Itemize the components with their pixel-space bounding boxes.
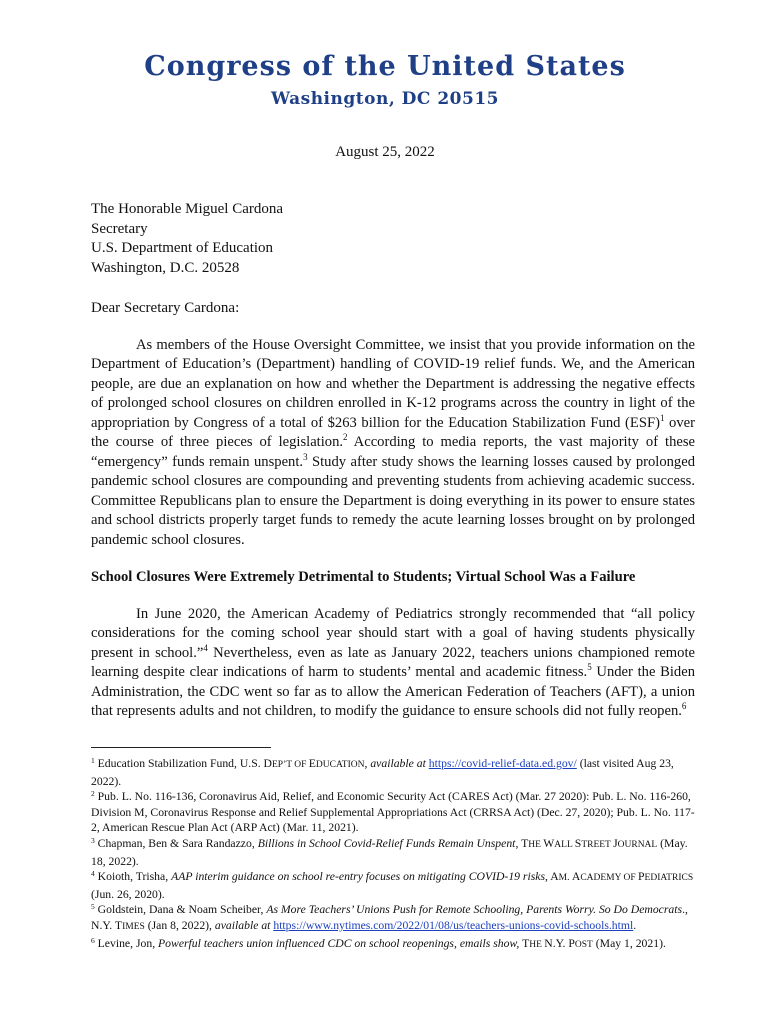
- footnote-smallcaps: DUCATION: [315, 760, 365, 770]
- footnote-text: ,: [364, 757, 371, 770]
- footnote-ref-4[interactable]: 4: [203, 642, 208, 653]
- para1-text-c: According to media reports, the vast majority of these “emergency” funds remain unspent.: [91, 434, 696, 470]
- recipient-title: Secretary: [91, 220, 148, 237]
- footnote-smallcaps: HE: [528, 839, 544, 850]
- footnote-smallcaps: EDIATRICS: [644, 873, 694, 884]
- body-paragraph-2: [91, 605, 695, 722]
- footnote-text: J: [613, 836, 618, 850]
- footnote-number: 3: [91, 835, 95, 845]
- footnote-text: (May 1, 2021).: [592, 936, 666, 950]
- footnote-text: S: [574, 836, 582, 850]
- footnote-smallcaps: OST: [574, 939, 593, 950]
- letterhead-title: Congress of the United States: [144, 51, 626, 82]
- footnote-smallcaps: EP’T OF: [272, 760, 309, 770]
- footnote-divider: [91, 747, 271, 748]
- footnote-2: [91, 789, 695, 836]
- footnote-smallcaps: TREET: [581, 839, 614, 850]
- footnote-smallcaps: ALL: [554, 839, 575, 850]
- footnote-5: [91, 902, 695, 935]
- footnote-italic: Powerful teachers union influenced CDC on school reopenings, emails show,: [158, 936, 520, 950]
- footnote-text: P: [638, 870, 645, 884]
- footnote-text: Levine, Jon,: [94, 936, 159, 950]
- letterhead-subtitle: Washington, DC 20515: [271, 89, 499, 109]
- footnote-smallcaps: IMES: [122, 921, 145, 932]
- recipient-city: Washington, D.C. 20528: [91, 259, 240, 276]
- footnote-italic: As More Teachers’ Unions Push for Remote Schooling, Parents Worry. So Do Democrats: [266, 903, 683, 917]
- footnote-number: 5: [91, 902, 95, 912]
- para1-text-b: over the course of three pieces of legislation.: [91, 414, 695, 451]
- footnote-text: (May. 18, 2022).: [91, 836, 688, 868]
- footnote-ref-1[interactable]: 1: [659, 412, 665, 423]
- footnote-italic: available at: [370, 757, 426, 770]
- footnote-4: [91, 869, 695, 902]
- footnote-3: [91, 836, 695, 869]
- footnotes: [91, 756, 695, 953]
- body-paragraph-1: [91, 336, 695, 550]
- footnote-text: , T: [515, 836, 529, 850]
- footnote-smallcaps: OURNAL: [617, 839, 658, 850]
- section-heading: School Closures Were Extremely Detrimental to Students; Virtual School Was a Failure: [91, 569, 636, 585]
- para1-text-a: As members of the House Oversight Committee, we insist that you provide information on the Department of Education’s (Department) handling of COVID-19 relief funds. We, and the American people, are due an explanation on how and whether the Department is addressing the negative effects of prolonged school closures on children enrolled in K-12 programs across the country in light of the appropriation by Congress of a total of $263 billion for the Education Stabilization Fund (ESF): [91, 337, 695, 431]
- footnote-text: A: [571, 870, 581, 884]
- footnote-text: Goldstein, Dana & Noam Scheiber,: [94, 903, 267, 917]
- footnote-link-nytimes[interactable]: https://www.nytimes.com/2022/01/08/us/teachers-unions-covid-schools.html: [273, 918, 634, 932]
- footnote-italic: Billions in School Covid-Relief Funds Remain Unspent: [257, 836, 516, 850]
- para2-text-a: In June 2020, the American Academy of Pediatrics strongly recommended that “all policy considerations for the coming school year should start with a goal of having students physically present in school.”: [91, 606, 695, 661]
- footnote-text: (last visited Aug 23, 2022).: [91, 757, 674, 788]
- footnote-6: [91, 936, 695, 954]
- footnote-ref-3[interactable]: 3: [303, 451, 308, 462]
- salutation: Dear Secretary Cardona:: [91, 300, 240, 316]
- footnote-number: 1: [91, 756, 95, 765]
- letter-date: August 25, 2022: [335, 144, 435, 160]
- recipient-org: U.S. Department of Education: [91, 240, 274, 256]
- recipient-address: [91, 200, 283, 278]
- footnote-italic: AAP interim guidance on school re-entry focuses on mitigating COVID-19 risks: [171, 870, 546, 884]
- footnote-text: E: [308, 757, 316, 770]
- footnote-text: Pub. L. No. 116-136, Coronavirus Aid, Relief, and Economic Security Act (CARES Act) (Mar. 27 2020): Pub. L. No. 116-260, Division M, Coronavirus Response and Relief Supplemental Appropriations Act (CRRSA Act) (Dec. 27, 2020); Pub. L. No. 117-2, American Rescue Plan Act (ARP Act) (Mar. 11, 2021).: [91, 790, 695, 835]
- footnote-text: W: [543, 836, 555, 850]
- footnote-number: 6: [91, 935, 95, 945]
- footnote-text: Koioth, Trisha,: [94, 870, 172, 884]
- footnote-number: 2: [91, 789, 95, 799]
- recipient-name: The Honorable Miguel Cardona: [91, 201, 284, 217]
- footnote-text: Chapman, Ben & Sara Randazzo,: [94, 836, 258, 850]
- footnote-smallcaps: M.: [558, 873, 572, 884]
- para2-text-c: Under the Biden Administration, the CDC went so far as to allow the American Federation of Teachers (AFT), a union that represents adults and not children, to modify the guidance to ensure schools did not fully reopen.: [91, 664, 696, 720]
- para1-text-d: Study after study shows the learning losses caused by prolonged pandemic school closures are compounding and preventing students from achieving academic success. Committee Republicans plan to ensure the Department is doing everything in its power to ensure states and school districts properly target funds to remedy the acute learning losses brought on by prolonged pandemic school closures.: [91, 453, 695, 548]
- footnote-ref-2[interactable]: 2: [343, 432, 348, 443]
- footnote-1: [91, 756, 695, 789]
- footnote-number: 4: [91, 869, 95, 879]
- footnote-text: Education Stabilization Fund, U.S. D: [94, 757, 272, 770]
- footnote-italic: available at: [214, 918, 271, 932]
- footnote-text: N.Y. P: [544, 936, 575, 950]
- footnote-text: (Jun. 26, 2020).: [91, 887, 165, 901]
- footnote-ref-5[interactable]: 5: [587, 662, 592, 673]
- footnote-link-ed-gov[interactable]: https://covid-relief-data.ed.gov/: [428, 757, 577, 770]
- footnote-ref-6[interactable]: 6: [681, 701, 687, 712]
- footnote-text: ., N.Y. T: [91, 903, 688, 932]
- para2-text-b: Nevertheless, even as late as January 2022, teachers unions championed remote learning despite clear indications of harm to students’ mental and academic fitness.: [91, 644, 695, 681]
- footnote-text: , A: [545, 870, 559, 884]
- footnote-smallcaps: HE: [529, 939, 545, 950]
- footnote-text: (Jan 8, 2022),: [144, 918, 215, 932]
- footnote-smallcaps: CADEMY OF: [580, 873, 639, 884]
- footnote-text: T: [519, 936, 530, 950]
- footnote-text: .: [633, 918, 637, 932]
